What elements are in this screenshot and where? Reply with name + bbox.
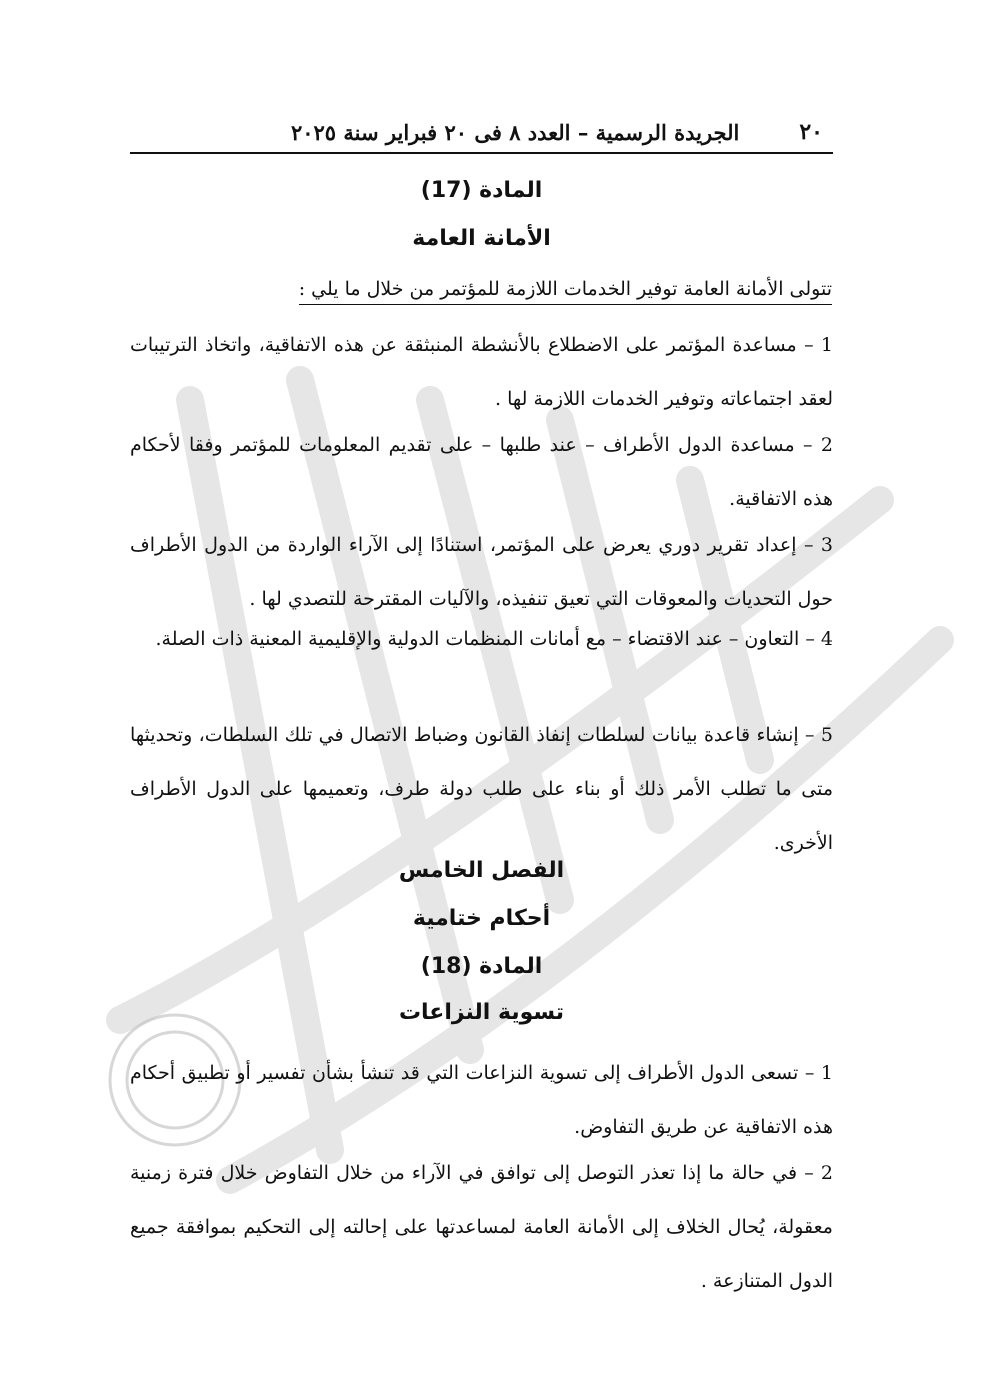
page-header xyxy=(130,112,833,154)
article-17-intro: تتولى الأمانة العامة توفير الخدمات اللازمة للمؤتمر من خلال ما يلي : xyxy=(299,278,832,305)
article-18-subheading: تسوية النزاعات xyxy=(398,1000,565,1025)
article-17-item-5: 5 – إنشاء قاعدة بيانات لسلطات إنفاذ القانون وضباط الاتصال في تلك السلطات، وتحديثها متى ما تطلب الأمر ذلك أو بناء على طلب دولة طرف، وتعميمها على الدول الأطراف الأخرى. xyxy=(130,724,833,854)
gazette-title: الجريدة الرسمية – العدد ٨ فى ٢٠ فبراير سنة ٢٠٢٥ xyxy=(290,119,740,145)
article-18-item-1: 1 – تسعى الدول الأطراف إلى تسوية النزاعات التي قد تنشأ بشأن تفسير أو تطبيق أحكام هذه الاتفاقية عن طريق التفاوض. xyxy=(130,1062,833,1138)
article-17-item-2: 2 – مساعدة الدول الأطراف – عند طلبها – على تقديم المعلومات للمؤتمر وفقا لأحكام هذه الاتفاقية. xyxy=(130,434,833,510)
chapter-subheading: أحكام ختامية xyxy=(412,906,551,931)
chapter-heading: الفصل الخامس xyxy=(398,858,565,883)
article-17-item-3: 3 – إعداد تقرير دوري يعرض على المؤتمر، استنادًا إلى الآراء الواردة من الدول الأطراف حول التحديات والمعوقات التي تعيق تنفيذه، والآليات المقترحة للتصدي لها . xyxy=(130,534,833,610)
article-17-item-1: 1 – مساعدة المؤتمر على الاضطلاع بالأنشطة المنبثقة عن هذه الاتفاقية، واتخاذ الترتيبات لعقد اجتماعاته وتوفير الخدمات اللازمة لها . xyxy=(130,334,833,410)
article-18-item-2: 2 – في حالة ما إذا تعذر التوصل إلى توافق في الآراء من خلال التفاوض خلال فترة زمنية معقولة، يُحال الخلاف إلى الأمانة العامة لمساعدتها على إحالته إلى التحكيم بموافقة جميع الدول المتنازعة . xyxy=(130,1162,833,1292)
article-17-item-4: 4 – التعاون – عند الاقتضاء – مع أمانات المنظمات الدولية والإقليمية المعنية ذات الصلة. xyxy=(155,628,833,650)
article-18-heading: المادة (18) xyxy=(420,954,543,979)
page-number: ٢٠ xyxy=(799,119,823,145)
article-17-subheading: الأمانة العامة xyxy=(412,226,551,251)
article-17-heading: المادة (17) xyxy=(420,178,543,203)
